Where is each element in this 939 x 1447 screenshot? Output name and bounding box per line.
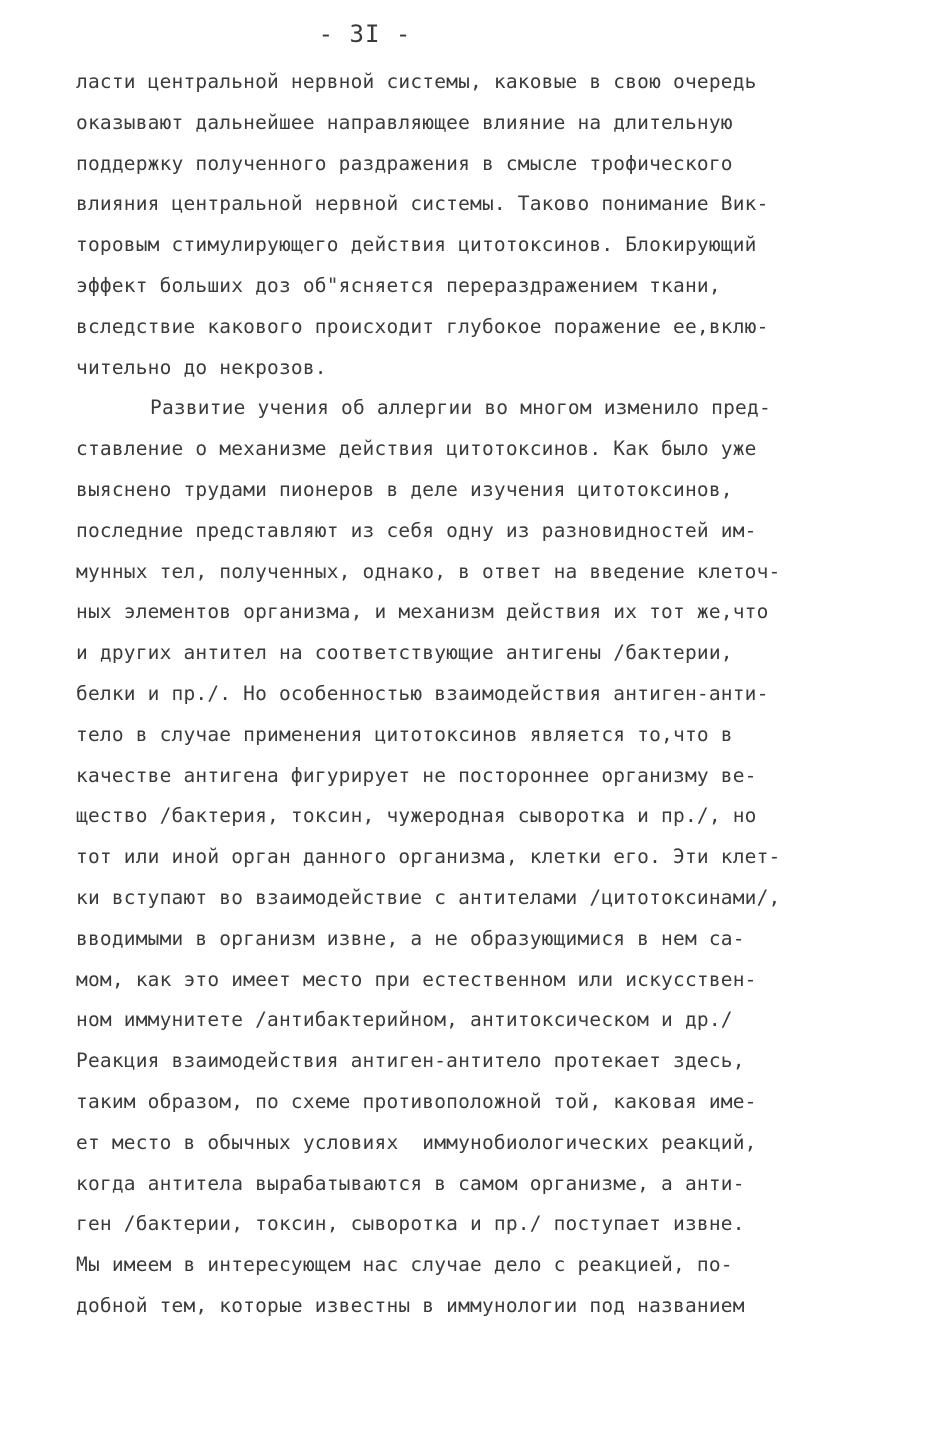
text-line: белки и пр./. Но особенностью взаимодействия антиген-анти-: [76, 682, 769, 705]
text-line: поддержку полученного раздражения в смысле трофического: [76, 151, 733, 175]
text-line: последние представляют из себя одну из разновидностей им-: [76, 518, 757, 542]
text-line: и других антител на соответствующие антигены /бактерии,: [76, 641, 733, 665]
text-line: чительно до некрозов.: [76, 355, 327, 379]
text-line: когда антитела вырабатываются в самом организме, а анти-: [76, 1171, 745, 1195]
text-line: выяснено трудами пионеров в деле изучения цитотоксинов,: [76, 478, 733, 501]
text-line: ласти центральной нервной системы, каковые в свою очередь: [76, 70, 757, 93]
text-line: мунных тел, полученных, однако, в ответ на введение клеточ-: [76, 559, 781, 583]
text-line: мом, как это имеет место при естественном или искусствен-: [76, 967, 757, 991]
text-line: качестве антигена фигурирует не постороннее организму ве-: [76, 763, 757, 787]
text-line: вследствие какового происходит глубокое поражение ее,вклю-: [76, 314, 769, 338]
text-line: торовым стимулирующего действия цитотоксинов. Блокирующий: [76, 233, 757, 257]
text-line: влияния центральной нервной системы. Таково понимание Вик-: [76, 192, 769, 216]
page-number: - 3I -: [318, 20, 412, 48]
text-line: тот или иной орган данного организма, клетки его. Эти клет-: [76, 845, 781, 869]
text-line: Мы имеем в интересующем нас случае дело с реакцией, по-: [76, 1253, 733, 1277]
text-line: ки вступают во взаимодействие с антителами /цитотоксинами/,: [76, 886, 781, 909]
text-line: Реакция взаимодействия антиген-антитело протекает здесь,: [76, 1049, 745, 1073]
text-line: ных элементов организма, и механизм действия их тот же,что: [76, 600, 769, 624]
text-line: ет место в обычных условиях иммунобиологических реакций,: [76, 1130, 757, 1154]
text-line: ном иммунитете /антибактерийном, антитоксическом и др./: [76, 1008, 733, 1032]
text-line: эффект больших доз об"ясняется перераздражением ткани,: [76, 274, 721, 297]
text-line: ген /бактерии, токсин, сыворотка и пр./ поступает извне.: [76, 1212, 745, 1236]
text-line: добной тем, которые известны в иммунологии под названием: [76, 1294, 745, 1317]
text-line: таким образом, по схеме противоположной той, каковая име-: [76, 1090, 757, 1113]
text-line: вводимыми в организм извне, а не образующимися в нем са-: [76, 926, 745, 950]
text-line: тело в случае применения цитотоксинов является то,что в: [76, 722, 733, 746]
text-line: ставление о механизме действия цитотоксинов. Как было уже: [76, 437, 757, 461]
text-line: щество /бактерия, токсин, чужеродная сыворотка и пр./, но: [76, 804, 757, 828]
text-line: оказывают дальнейшее направляющее влияние на длительную: [76, 110, 733, 134]
text-line: Развитие учения об аллергии во многом изменило пред-: [150, 396, 771, 420]
